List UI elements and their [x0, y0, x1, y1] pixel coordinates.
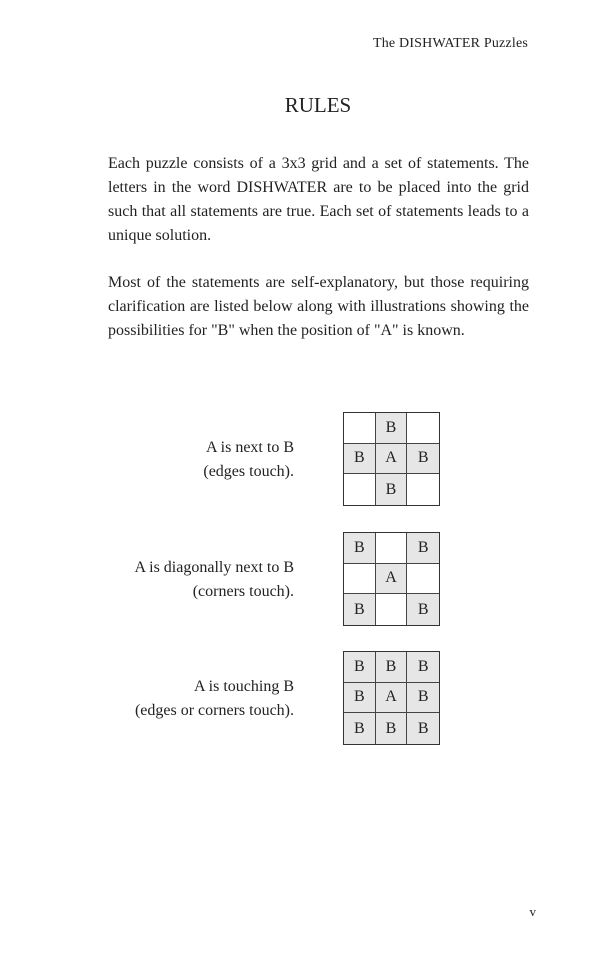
- grid-cell: B: [407, 533, 439, 564]
- rule-clarification: (edges or corners touch).: [134, 702, 294, 719]
- grid-cell: B: [376, 713, 408, 744]
- grid-cell: B: [407, 444, 439, 475]
- rule-clarification: (corners touch).: [192, 583, 294, 600]
- illustration-grid: [343, 651, 440, 745]
- illustration-grid: [343, 412, 440, 506]
- grid-cell: B: [407, 713, 439, 744]
- grid-cell: B: [376, 474, 408, 505]
- rule-touching: [0, 651, 600, 747]
- grid-cell: [376, 594, 408, 625]
- rule-statement: A is next to B: [205, 439, 294, 456]
- rule-label: [203, 436, 294, 484]
- grid-cell: B: [344, 594, 376, 625]
- rule-statement: A is diagonally next to B: [134, 559, 294, 576]
- grid-cell: B: [407, 652, 439, 683]
- grid-cell: [344, 413, 376, 444]
- grid-cell: A: [376, 444, 408, 475]
- clarification-paragraph: Most of the statements are self-explanatory, but those requiring clarification are listed below along with illustrations showing the possibilities for "B" when the position of "A" is known.: [108, 274, 529, 339]
- intro-paragraph: Each puzzle consists of a 3x3 grid and a set of statements. The letters in the word DISHWATER are to be placed into the grid such that all statements are true. Each set of statements leads to a unique solution.: [108, 155, 529, 244]
- grid-cell: [344, 564, 376, 595]
- grid-cell: B: [344, 652, 376, 683]
- grid-cell: [344, 474, 376, 505]
- running-head: The DISHWATER Puzzles: [372, 36, 528, 51]
- grid-cell: B: [344, 444, 376, 475]
- rule-label: [134, 556, 294, 604]
- rule-next-to: [0, 412, 600, 508]
- grid-cell: B: [376, 652, 408, 683]
- rule-statement: A is touching B: [193, 678, 294, 695]
- grid-cell: B: [344, 713, 376, 744]
- grid-cell: B: [407, 594, 439, 625]
- grid-cell: A: [376, 564, 408, 595]
- rule-label: [135, 675, 294, 723]
- grid-cell: A: [376, 683, 408, 714]
- grid-cell: B: [344, 533, 376, 564]
- grid-cell: B: [344, 683, 376, 714]
- page-title: RULES: [284, 93, 352, 117]
- page-number: v: [529, 904, 536, 919]
- rule-clarification: (edges touch).: [203, 463, 294, 480]
- illustration-grid: [343, 532, 440, 626]
- grid-cell: [407, 474, 439, 505]
- grid-cell: B: [376, 413, 408, 444]
- grid-cell: [376, 533, 408, 564]
- grid-cell: [407, 413, 439, 444]
- grid-cell: [407, 564, 439, 595]
- grid-cell: B: [407, 683, 439, 714]
- rule-diagonally-next-to: [0, 532, 600, 628]
